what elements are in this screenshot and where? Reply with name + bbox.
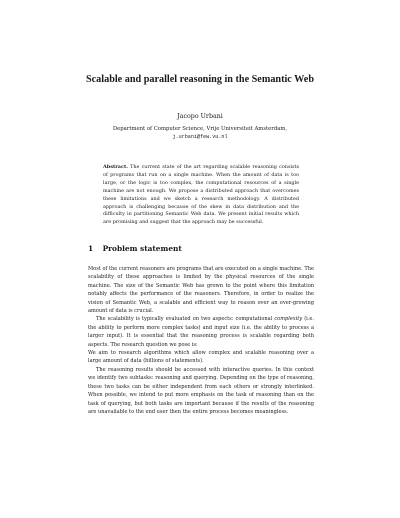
affiliation xyxy=(0,125,400,141)
emphasis-text: complexity xyxy=(274,316,303,323)
research-question-quote: We aim to research algorithms which allow complex and scalable reasoning over a large amount of data (billions of statements). xyxy=(88,350,314,365)
abstract xyxy=(103,164,299,227)
author-name: Jacopo Urbani xyxy=(177,113,223,120)
paragraph xyxy=(88,315,314,349)
paper-title: Scalable and parallel reasoning in the Semantic Web xyxy=(85,74,314,85)
section-title: Problem statement xyxy=(102,244,182,253)
paragraph-text: The scalability is typically evaluated on two aspects: computational xyxy=(96,316,275,323)
section-heading xyxy=(88,244,182,253)
abstract-text: The current state of the art regarding scalable reasoning consists of programs that run on a single machine. When the amount of data is too large, or the logic is too complex, the computational resources of a single machine are not enough. We propose a distributed approach that overcomes these limitations and we sketch a research methodology. A distributed approach is challenging because of the skew in data distribution and the difficulty in partitioning Semantic Web data. We present initial results which are promising and suggest that the approach may be successful. xyxy=(103,164,299,226)
paragraph-text: (i.e. the ability to perform more complex tasks) and input size (i.e. the ability to process a larger input). It is essential that the reasoning process is scalable regarding both aspects. The research question we pose is: xyxy=(88,316,314,348)
paragraph: The reasoning results should be accessed with interactive queries. In this context we identify two subtasks: reasoning and querying. Depending on the type of reasoning, these two tasks can be either independent from each others or strongly interlinked. When possible, we intend to put more emphasis on the task of reasoning than on the task of querying, but both tasks are important because if the results of the reasoning are unavailable to the end user then the entire process becomes meaningless. xyxy=(88,366,314,415)
section-body xyxy=(88,265,314,416)
section-number: 1 xyxy=(88,244,94,253)
abstract-label: Abstract. xyxy=(103,164,128,170)
author-email: j.urbani@few.vu.nl xyxy=(172,134,228,140)
paragraph: Most of the current reasoners are programs that are executed on a single machine. The scalability of these approaches is limited by the physical resources of the single machine. The size of the Semantic Web has grown to the point where this limitation notably affects the performance of the reasoners. Therefore, in order to realize the vision of Semantic Web, a scalable and efficient way to reason over an ever-growing amount of data is crucial. xyxy=(88,266,314,315)
affiliation-text: Department of Computer Science, Vrije Universiteit Amsterdam, xyxy=(112,126,288,132)
